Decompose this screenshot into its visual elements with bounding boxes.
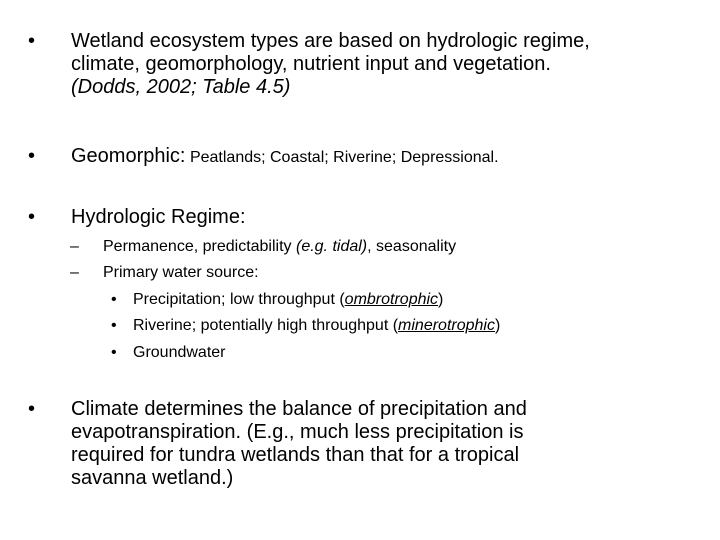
example-tidal: (e.g. tidal) (295, 238, 368, 255)
bullet-wetland-types (28, 30, 700, 99)
bullet-hydrologic-regime (28, 206, 700, 229)
subsub-precipitation (111, 287, 711, 313)
bullet-line: Climate determines the balance of precipitation and (71, 398, 527, 420)
subsub-groundwater (111, 340, 711, 366)
sub-text: Primary water source: (103, 264, 259, 281)
sub-dash: – (70, 238, 79, 255)
subsub-dot: • (111, 317, 117, 334)
bullet-dot: • (28, 398, 36, 420)
subsub-text: Riverine; potentially high throughput (minerotrophic) (133, 317, 501, 334)
subsub-riverine (111, 313, 711, 339)
subsub-text: Groundwater (133, 344, 226, 361)
bullet-lead: Geomorphic: (71, 145, 186, 167)
sub-text: Permanence, predictability (e.g. tidal), seasonality (103, 238, 457, 255)
bullet-text (71, 145, 700, 169)
bullet-dot: • (28, 145, 36, 167)
term-minerotrophic: minerotrophic (398, 317, 495, 334)
bullet-line: Wetland ecosystem types are based on hydrologic regime, (71, 30, 590, 52)
bullet-dot: • (28, 30, 36, 52)
term-ombrotrophic: ombrotrophic (344, 291, 439, 308)
sub-bullet-permanence (70, 234, 700, 260)
bullet-text (71, 30, 700, 99)
subsub-dot: • (111, 291, 117, 308)
sub-bullet-water-source (70, 260, 700, 286)
citation: (Dodds, 2002; Table 4.5) (71, 76, 291, 98)
bullet-dot: • (28, 206, 36, 228)
bullet-geomorphic (28, 145, 700, 169)
subsub-dot: • (111, 344, 117, 361)
bullet-lead: Hydrologic Regime: (71, 206, 246, 228)
bullet-line: evapotranspiration. (E.g., much less precipitation is (71, 421, 524, 443)
sub-dash: – (70, 264, 79, 281)
bullet-line: climate, geomorphology, nutrient input and vegetation. (71, 53, 551, 75)
bullet-rest: Peatlands; Coastal; Riverine; Depressional. (185, 149, 499, 166)
bullet-line: required for tundra wetlands than that for a tropical (71, 444, 520, 466)
subsub-text: Precipitation; low throughput (ombrotrophic) (133, 291, 444, 308)
bullet-line: savanna wetland.) (71, 467, 234, 489)
bullet-climate (28, 398, 700, 490)
bullet-text (71, 398, 700, 490)
